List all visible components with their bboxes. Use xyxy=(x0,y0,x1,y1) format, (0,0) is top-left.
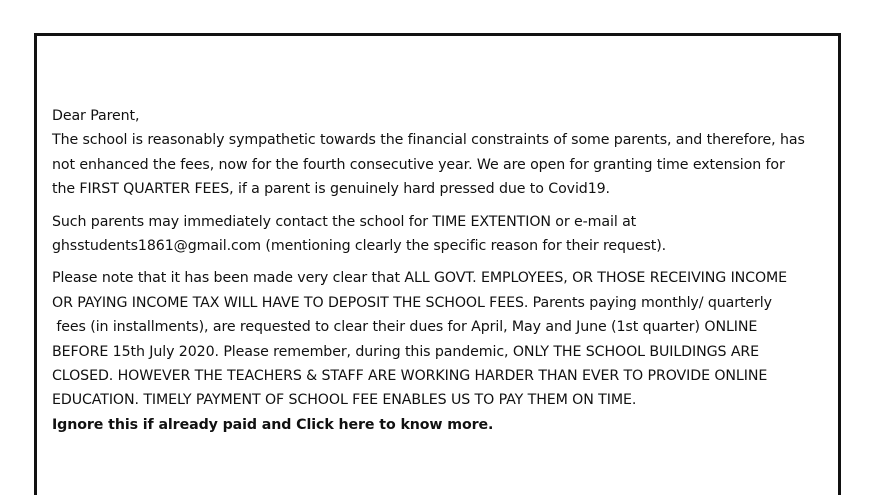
paragraph-1-line: the FIRST QUARTER FEES, if a parent is genuinely hard pressed due to Covid19. xyxy=(52,181,610,198)
paragraph-3-line: OR PAYING INCOME TAX WILL HAVE TO DEPOSIT THE SCHOOL FEES. Parents paying monthly/ quarterly xyxy=(52,294,772,311)
paragraph-2-line: ghsstudents1861@gmail.com (mentioning clearly the specific reason for their request). xyxy=(52,238,667,255)
paragraph-1-line: The school is reasonably sympathetic towards the financial constraints of some parents, and therefore, has xyxy=(52,132,805,149)
paragraph-2 xyxy=(52,210,844,259)
paragraph-3-line: Please note that it has been made very clear that ALL GOVT. EMPLOYEES, OR THOSE RECEIVING INCOME xyxy=(52,270,788,287)
know-more-link[interactable]: Ignore this if already paid and Click here to know more. xyxy=(52,416,494,433)
paragraph-1-line: not enhanced the fees, now for the fourth consecutive year. We are open for granting time extension for xyxy=(52,156,785,173)
paragraph-2-line: Such parents may immediately contact the school for TIME EXTENTION or e-mail at xyxy=(52,213,637,230)
paragraph-1 xyxy=(52,128,844,201)
paragraph-3-line: fees (in installments), are requested to clear their dues for April, May and June (1st quarter) ONLINE xyxy=(52,319,758,336)
paragraph-3-line: CLOSED. HOWEVER THE TEACHERS & STAFF ARE WORKING HARDER THAN EVER TO PROVIDE ONLINE xyxy=(52,368,768,385)
paragraph-3-line: BEFORE 15th July 2020. Please remember, during this pandemic, ONLY THE SCHOOL BUILDINGS ARE xyxy=(52,343,760,360)
paragraph-3-line: EDUCATION. TIMELY PAYMENT OF SCHOOL FEE ENABLES US TO PAY THEM ON TIME. xyxy=(52,392,637,409)
letter-body xyxy=(52,104,844,437)
greeting: Dear Parent, xyxy=(52,108,140,124)
paragraph-3 xyxy=(52,266,844,412)
